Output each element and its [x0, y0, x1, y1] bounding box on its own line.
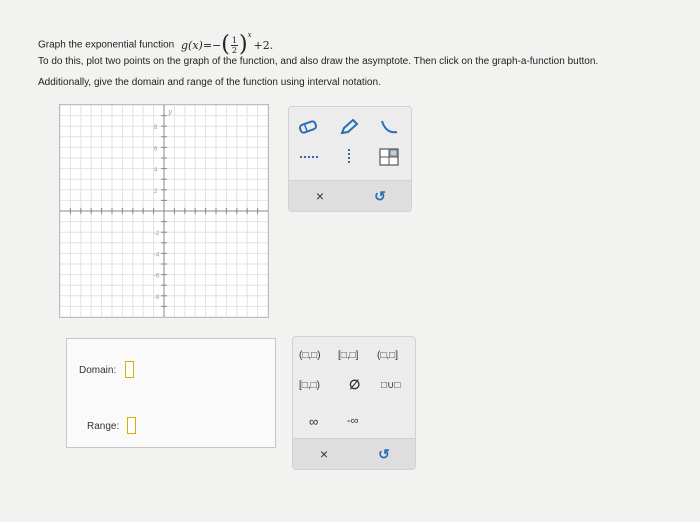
undo-button[interactable]: ↺ — [374, 187, 386, 204]
exponent: x — [247, 31, 252, 39]
graph-tool-panel — [288, 106, 412, 212]
dashed-line-icon[interactable] — [295, 145, 323, 169]
y-tick-label: -4 — [154, 252, 160, 259]
function-expression — [181, 31, 274, 57]
tool-action-row — [289, 180, 411, 211]
interval-clear-button[interactable]: × — [319, 446, 329, 462]
union-button[interactable]: □∪□ — [381, 379, 401, 391]
eraser-icon[interactable] — [295, 115, 323, 139]
function-variable: (x) — [188, 38, 203, 52]
question-line-1 — [38, 31, 274, 57]
y-tick-label: 6 — [154, 146, 158, 153]
open-closed-interval-button[interactable]: (□,□] — [377, 349, 398, 361]
fraction-denominator: 2 — [231, 45, 237, 55]
domain-label: Domain: — [79, 365, 117, 376]
fraction — [231, 36, 238, 55]
interval-action-row — [293, 438, 415, 469]
graph-area[interactable] — [59, 104, 269, 318]
closed-closed-interval-button[interactable]: [□,□] — [338, 349, 359, 361]
y-tick-label: -8 — [154, 294, 160, 301]
range-input[interactable] — [127, 417, 136, 434]
equals-negative: =− — [202, 38, 222, 52]
graph-grid[interactable] — [60, 105, 268, 317]
negative-infinity-button[interactable]: -∞ — [347, 415, 359, 427]
right-paren: ) — [238, 32, 248, 57]
question-prefix: Graph the exponential function — [38, 39, 175, 51]
y-tick-label: 2 — [154, 188, 158, 195]
range-label: Range: — [87, 421, 120, 432]
y-tick-label: -2 — [154, 231, 160, 238]
closed-open-interval-button[interactable]: [□,□) — [299, 379, 320, 391]
infinity-button[interactable]: ∞ — [309, 413, 319, 429]
question-line-2: To do this, plot two points on the graph of the function, and also draw the asymptote. Then click on the graph-a-function button. — [38, 56, 599, 67]
question-line-3: Additionally, give the domain and range of the function using interval notation. — [38, 77, 381, 88]
plus-constant: +2. — [253, 38, 274, 52]
interval-undo-button[interactable]: ↺ — [378, 445, 390, 462]
table-icon[interactable] — [375, 145, 403, 169]
function-name: g — [181, 38, 189, 52]
clear-button[interactable]: × — [315, 188, 325, 204]
interval-notation-panel — [292, 336, 416, 470]
y-tick-label: 8 — [154, 125, 158, 132]
open-open-interval-button[interactable]: (□,□) — [299, 349, 321, 361]
left-paren: ( — [221, 32, 230, 57]
pencil-icon[interactable] — [335, 115, 363, 139]
curve-icon[interactable] — [375, 115, 403, 139]
y-tick-label: 4 — [154, 167, 158, 174]
vertical-dashed-icon[interactable] — [335, 145, 363, 169]
y-axis-label: y — [168, 108, 172, 116]
fraction-numerator: 1 — [231, 35, 237, 45]
domain-input[interactable] — [125, 361, 134, 378]
y-tick-label: -6 — [154, 273, 160, 280]
empty-set-button[interactable]: ∅ — [349, 377, 361, 392]
domain-range-box — [66, 338, 276, 448]
